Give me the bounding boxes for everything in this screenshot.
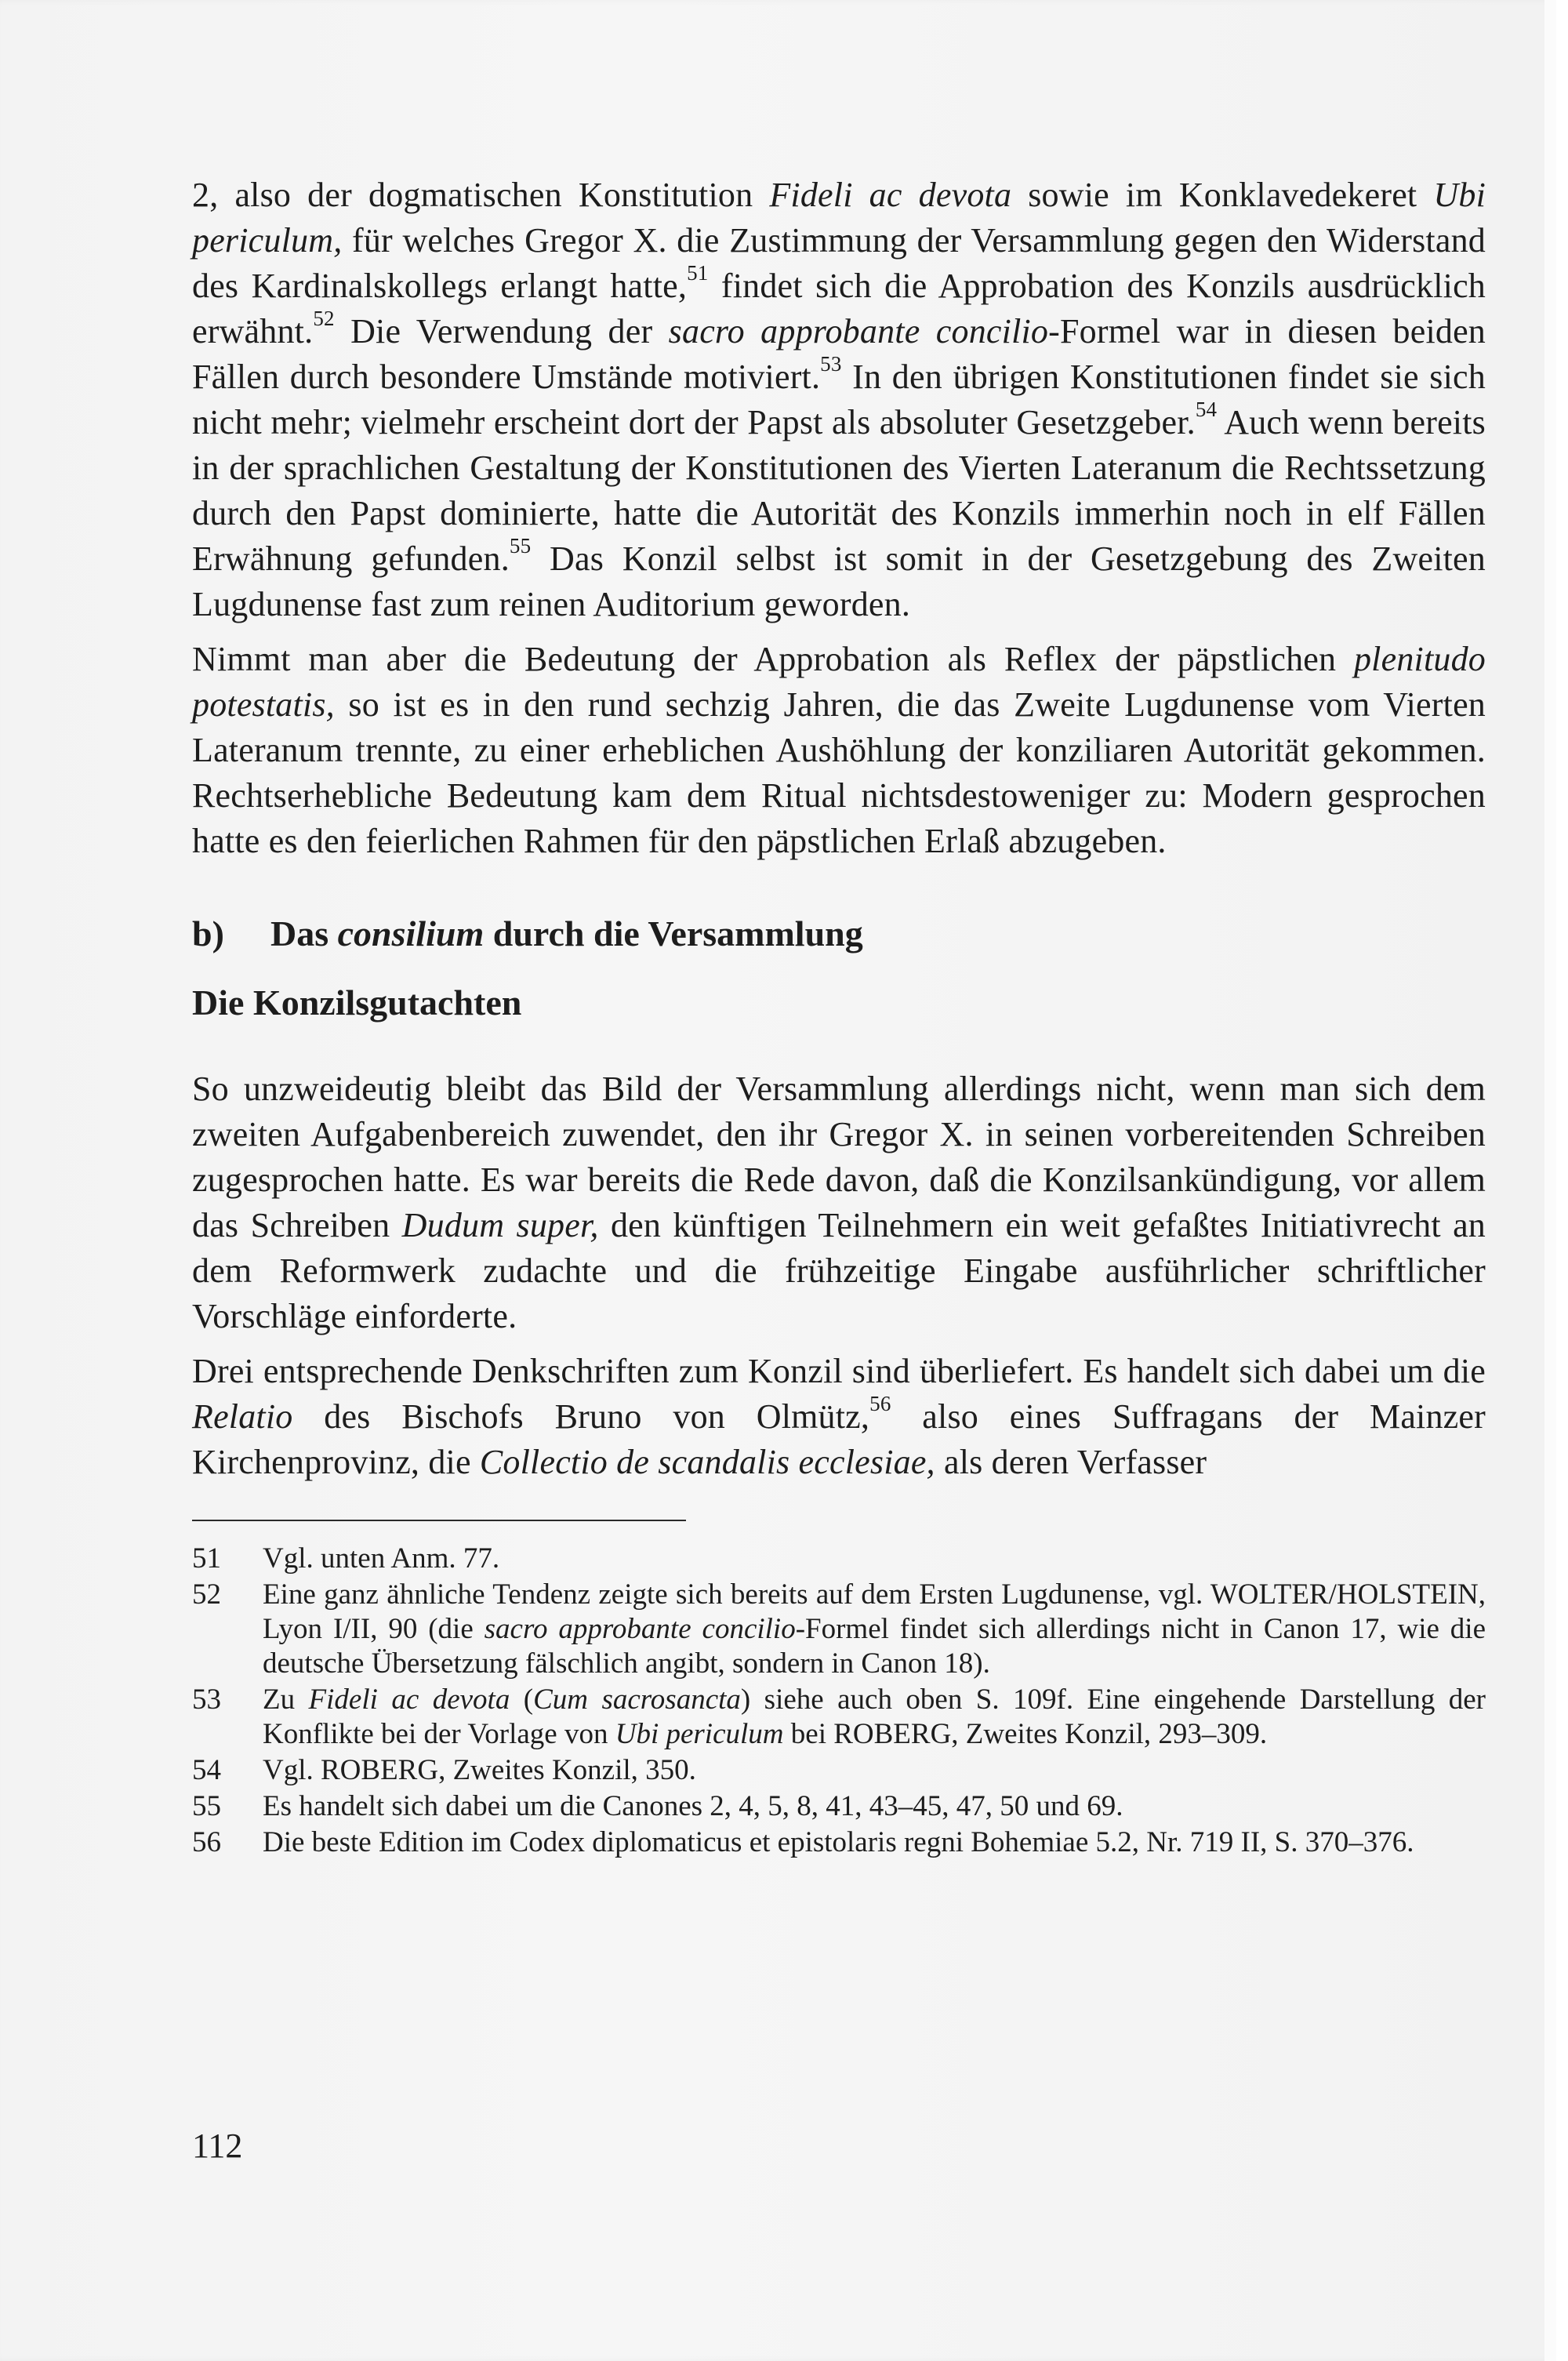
footnotes: [192, 1542, 1486, 1860]
page-number: 112: [192, 2127, 243, 2165]
footnote-number: 54: [192, 1754, 221, 1786]
footnote-ref: 54: [1195, 398, 1218, 422]
footnote-text: Es handelt sich dabei um die Canones 2, 4, 5, 8, 41, 43–45, 47, 50 und 69.: [263, 1790, 1123, 1822]
footnote: [192, 1542, 1486, 1576]
footnote-text: Vgl. ROBERG, Zweites Konzil, 350.: [263, 1754, 696, 1786]
footnote-number: 53: [192, 1684, 221, 1716]
footnote-number: 56: [192, 1826, 221, 1858]
subheading: Die Konzilsgutachten: [192, 983, 522, 1022]
footnote-text: Vgl. unten Anm. 77.: [263, 1542, 500, 1575]
section-heading: b) Das consilium durch die Versammlung: [192, 911, 1486, 957]
paragraph-1: 2, also der dogmatischen Konstitution Fideli ac devota sowie im Konklavedekeret Ubi periculum, für welches Gregor X. die Zustimmung der Versammlung gegen den Widerstand des Kardinalskollegs erlangt hatte,$^{51}$ findet sich die Approbation des Konzils ausdrücklich erwähnt.$^{52}$ Die Verwendung der sacro approbante concilio-Formel war in diesen beiden Fällen durch besondere Umstände motiviert.$^{53}$ In den übrigen Konstitutionen findet sie sich nicht mehr; vielmehr erscheint dort der Papst als absoluter Gesetzgeber.$^{54}$ Auch wenn bereits in der sprachlichen Gestaltung der Konstitutionen des Vierten Lateranum die Rechtssetzung durch den Papst dominierte, hatte die Autorität des Konzils immerhin noch in elf Fällen Erwähnung gefunden.$^{55}$ Das Konzil selbst ist somit in der Gesetzgebung des Zweiten Lugdunense fast zum reinen Auditorium geworden.: [192, 176, 1486, 623]
footnote: [192, 1578, 1486, 1681]
footnote-ref: 52: [313, 307, 335, 331]
footnote: [192, 1753, 1486, 1788]
footnote-number: 55: [192, 1790, 221, 1822]
footnote-divider: [192, 1520, 686, 1521]
footnote-ref: 51: [687, 261, 709, 285]
footnote-number: 52: [192, 1578, 221, 1611]
footnote: [192, 1683, 1486, 1752]
footnote-text: Eine ganz ähnliche Tendenz zeigte sich bereits auf dem Ersten Lugdunense, vgl. WOLTER/HOLSTEIN, Lyon I/II, 90 (die sacro approbante concilio-Formel findet sich allerdings nicht in Canon 17, wie die deutsche Übersetzung fälschlich angibt, sondern in Canon 18).: [263, 1578, 1486, 1680]
footnote: [192, 1789, 1486, 1824]
paragraph-4: Drei entsprechende Denkschriften zum Konzil sind überliefert. Es handelt sich dabei um die Relatio des Bischofs Bruno von Olmütz,$^{56}$ also eines Suffragans der Mainzer Kirchenprovinz, die Collectio de scandalis ecclesiae, als deren Verfasser: [192, 1352, 1486, 1481]
page-edge: [1544, 0, 1556, 2361]
paragraph-2: Nimmt man aber die Bedeutung der Approbation als Reflex der päpstlichen plenitudo potestatis, so ist es in den rund sechzig Jahren, die das Zweite Lugdunense vom Vierten Lateranum trennte, zu einer erheblichen Aushöhlung der konziliaren Autorität gekommen. Rechtserhebliche Bedeutung kam dem Ritual nichtsdestoweniger zu: Modern gesprochen hatte es den feierlichen Rahmen für den päpstlichen Erlaß abzugeben.: [192, 640, 1486, 860]
footnote-ref: 55: [509, 534, 532, 558]
section-label: b): [192, 914, 224, 953]
footnote-text: Zu Fideli ac devota (Cum sacrosancta) siehe auch oben S. 109f. Eine eingehende Darstellung der Konflikte bei der Vorlage von Ubi periculum bei ROBERG, Zweites Konzil, 293–309.: [263, 1684, 1486, 1750]
footnote-text: Die beste Edition im Codex diplomaticus et epistolaris regni Bohemiae 5.2, Nr. 719 II, S. 370–376.: [263, 1826, 1414, 1858]
paragraph-3: So unzweideutig bleibt das Bild der Versammlung allerdings nicht, wenn man sich dem zweiten Aufgabenbereich zuwendet, den ihr Gregor X. in seinen vorbereitenden Schreiben zugesprochen hatte. Es war bereits die Rede davon, daß die Konzilsankündigung, vor allem das Schreiben Dudum super, den künftigen Teilnehmern ein weit gefaßtes Initiativrecht an dem Reformwerk zudachte und die frühzeitige Eingabe ausführlicher schriftlicher Vorschläge einforderte.: [192, 1070, 1486, 1335]
page-content: [192, 173, 1486, 1862]
footnote-number: 51: [192, 1542, 221, 1575]
footnote-ref: 53: [820, 352, 842, 376]
footnote: [192, 1825, 1486, 1860]
footnote-ref: 56: [869, 1392, 891, 1416]
